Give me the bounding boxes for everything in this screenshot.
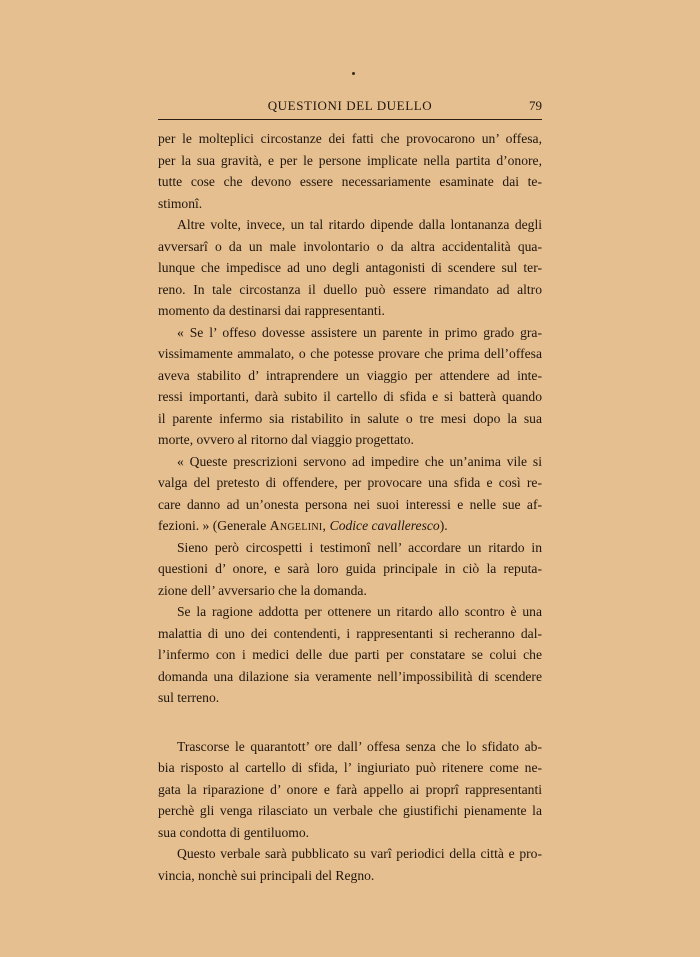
citation-suffix: ). — [439, 518, 448, 533]
citation-work: Codice cavalleresco — [329, 518, 440, 533]
text-line: aveva stabilito d’ intraprendere un viaggio per attendere ad inte- — [158, 367, 542, 383]
text-line: ressi importanti, darà subito il cartello di sfida e si batterà quando — [158, 389, 542, 404]
text-line: « Se l’ offeso dovesse assistere un parente in primo grado gra- — [177, 324, 542, 340]
print-speck — [352, 72, 355, 75]
text-line: Se la ragione addotta per ottenere un ritardo allo scontro è una — [177, 604, 542, 619]
header-rule — [158, 119, 542, 120]
citation-author: Angelini, — [269, 518, 327, 533]
text-line: gata la riparazione d’ onore e farà appello ai proprî rappresentanti — [158, 781, 542, 797]
text-line: l’infermo con i medici delle due parti per constatare se colui che — [158, 647, 542, 662]
page-number: 79 — [529, 98, 542, 113]
text-line: avversarî o da un male involontario o da altra accidentalità qua- — [158, 238, 542, 254]
text-line: sul terreno. — [158, 690, 220, 705]
text-line: stimonî. — [158, 195, 203, 211]
citation-line — [158, 515, 542, 537]
text-line: « Queste prescrizioni servono ad impedire che un’anima vile si — [177, 453, 542, 469]
text-line: Sieno però circospetti i testimonî nell’ accordare un ritardo in — [177, 539, 542, 555]
text-line: malattia di uno dei contendenti, i rappresentanti si recheranno dal- — [158, 625, 542, 641]
text-line: perchè gli venga rilasciato un verbale che giustifichi pienamente la — [158, 803, 542, 818]
running-head — [158, 98, 542, 118]
citation-prefix: (Generale — [212, 518, 267, 533]
text-line: per le molteplici circostanze dei fatti che provocarono un’ offesa, — [158, 131, 542, 146]
section-gap — [158, 709, 542, 736]
text-line: questioni d’ onore, e sarà loro guida principale in ciò la reputa- — [158, 561, 542, 576]
text-line: reno. In tale circostanza il duello può essere rimandato ad altro — [158, 281, 542, 297]
text-line: momento da destinarsi dai rappresentanti. — [158, 303, 385, 318]
text-line: Trascorse le quarantott’ ore dall’ offesa senza che lo sfidato ab- — [177, 738, 542, 754]
text-line: domanda una dilazione sia veramente nell’impossibilità di scendere — [158, 668, 542, 684]
text-line: valga del pretesto di offendere, per provocare una sfida e così re- — [158, 475, 542, 490]
text-line: vincia, nonchè sui principali del Regno. — [158, 867, 375, 883]
body-text — [158, 128, 542, 886]
text-fragment: fezioni. » — [158, 518, 210, 533]
text-line: zione dell’ avversario che la domanda. — [158, 582, 367, 598]
running-head-title: QUESTIONI DEL DUELLO — [267, 98, 433, 113]
text-line: Questo verbale sarà pubblicato su varî periodici della città e pro- — [177, 846, 542, 861]
text-line: lunque che impedisce ad uno degli antagonisti di scendere sul ter- — [158, 260, 542, 275]
text-line: Altre volte, invece, un tal ritardo dipende dalla lontananza degli — [177, 217, 542, 232]
text-line: sua condotta di gentiluomo. — [158, 824, 310, 840]
text-line: bia risposto al cartello di sfida, l’ ingiuriato può ritenere come ne- — [158, 760, 542, 775]
text-line: morte, ovvero al ritorno dal viaggio progettato. — [158, 432, 414, 447]
text-line: tutte cose che devono essere necessariamente esaminate dai te- — [158, 174, 542, 189]
text-line: per la sua gravità, e per le persone implicate nella partita d’onore, — [158, 152, 542, 168]
text-line: care danno ad un’onesta persona nei suoi interessi e nelle sue af- — [158, 496, 542, 512]
text-line: il parente infermo sia ristabilito in salute o tre mesi dopo la sua — [158, 410, 542, 426]
text-line: vissimamente ammalato, o che potesse provare che prima dell’offesa — [158, 346, 542, 361]
